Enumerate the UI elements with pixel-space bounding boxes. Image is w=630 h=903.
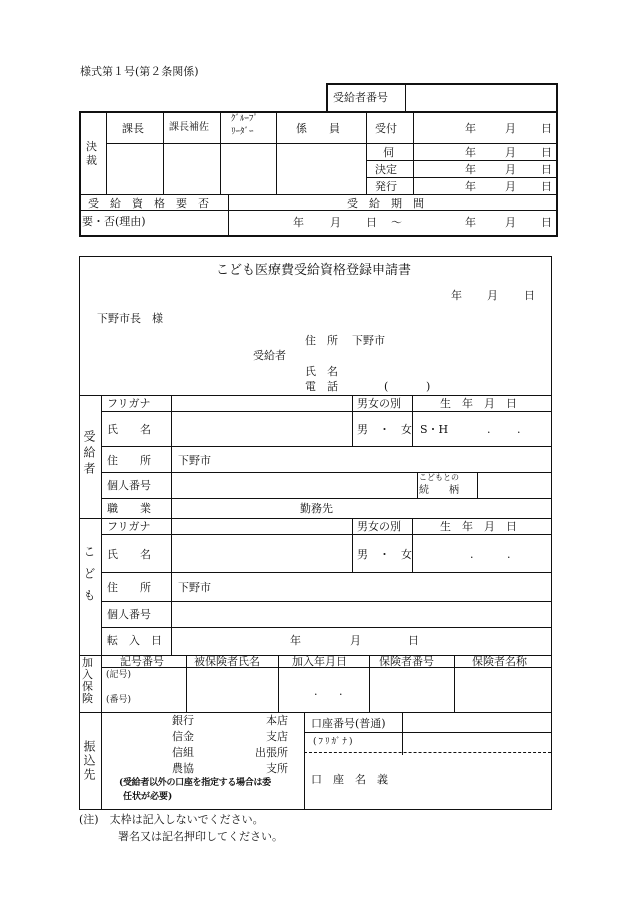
- child-personal-number-label: 個人番号: [107, 608, 151, 621]
- phone-paren-open: (: [384, 380, 389, 393]
- child-furigana-label: フリガナ: [107, 520, 151, 533]
- bank-type-shinkin[interactable]: 信金: [172, 730, 194, 743]
- note-line-1: (注) 太枠は記入しないでください。: [79, 813, 264, 826]
- applicant-label: 受給者: [253, 349, 286, 362]
- applicant-phone-label: 電 話: [305, 380, 338, 393]
- addressee: 下野市長 様: [97, 312, 163, 325]
- branch-type-head[interactable]: 本店: [266, 714, 288, 727]
- recipient-birth-label: 生 年 月 日: [440, 397, 517, 410]
- recipient-address-label: 住 所: [107, 454, 151, 467]
- insurance-col-insurer-number: 保険者番号: [379, 655, 434, 668]
- child-address-value: 下野市: [178, 581, 211, 594]
- move-in-day: 日: [408, 634, 419, 647]
- insurance-date-dot1: .: [314, 685, 318, 698]
- account-furigana-label: (ﾌﾘｶﾞﾅ): [313, 737, 355, 747]
- transfer-section-label: 振込先: [82, 740, 96, 782]
- recipient-birth-era[interactable]: S・H: [420, 423, 449, 436]
- account-number-label: 口座番号(普通): [311, 717, 386, 730]
- child-section-label: こども: [82, 545, 96, 611]
- insurance-section-label: 加入保険: [82, 656, 93, 705]
- recipient-address-value: 下野市: [178, 454, 211, 467]
- role-section-chief: 課長: [122, 122, 144, 135]
- recipient-furigana-label: フリガナ: [107, 397, 151, 410]
- insurance-col-insurer-name: 保険者名称: [472, 655, 527, 668]
- recipient-birth-dot2: .: [517, 423, 521, 436]
- note-line-2: 署名又は記名押印してください。: [118, 830, 283, 843]
- applicant-name-label: 氏 名: [305, 365, 338, 378]
- insurance-date-dot2: .: [339, 685, 343, 698]
- bank-type-nokyo[interactable]: 農協: [172, 762, 194, 775]
- role-group: ｸﾞﾙｰﾌﾟ: [231, 114, 259, 124]
- form-number: 様式第１号(第２条関係): [80, 65, 199, 78]
- child-birth-label: 生 年 月 日: [440, 520, 517, 533]
- account-name-label: 口 座 名 義: [311, 773, 388, 786]
- transfer-note-1: (受給者以外の口座を指定する場合は委: [119, 778, 271, 788]
- row-decision: 決定: [375, 163, 397, 176]
- recipient-personal-number-label: 個人番号: [107, 479, 151, 492]
- row-inquiry: 伺: [383, 146, 394, 159]
- child-address-label: 住 所: [107, 581, 151, 594]
- branch-type-branch[interactable]: 支店: [266, 730, 288, 743]
- insurance-col-join-date: 加入年月日: [292, 655, 347, 668]
- recipient-occupation-label: 職 業: [107, 502, 151, 515]
- bank-type-shinkumi[interactable]: 信組: [172, 746, 194, 759]
- eligibility-judgement: 要・否(理由): [82, 215, 146, 228]
- move-in-month: 月: [350, 634, 361, 647]
- role-staff: 係 員: [296, 122, 340, 135]
- relation-label-2: 続 柄: [419, 485, 459, 496]
- child-birth-dot1: .: [470, 548, 474, 561]
- eligibility-label: 受 給 資 格 要 否: [88, 197, 209, 210]
- child-move-in-label: 転 入 日: [107, 634, 162, 647]
- move-in-year: 年: [290, 634, 301, 647]
- role-deputy-chief: 課長補佐: [169, 122, 209, 133]
- child-sex-options[interactable]: 男 ・ 女: [357, 548, 412, 561]
- insurance-symbol: (記号): [106, 670, 132, 680]
- child-sex-label: 男女の別: [357, 520, 401, 533]
- recipient-sex-label: 男女の別: [357, 397, 401, 410]
- insurance-number: (番号): [106, 695, 132, 705]
- application-title: こども医療費受給資格登録申請書: [216, 263, 412, 278]
- recipient-workplace-label: 勤務先: [300, 502, 333, 515]
- recipient-birth-dot1: .: [487, 423, 491, 436]
- recipient-sex-options[interactable]: 男 ・ 女: [357, 423, 412, 436]
- role-leader: ﾘｰﾀﾞｰ: [231, 127, 254, 137]
- child-birth-dot2: .: [507, 548, 511, 561]
- recipient-section-label: 受給者: [82, 430, 96, 478]
- branch-type-outpost[interactable]: 出張所: [255, 746, 288, 759]
- recipient-name-label: 氏 名: [107, 423, 151, 436]
- recipient-number-label: 受給者番号: [333, 91, 388, 104]
- approval-label: 決裁: [86, 140, 97, 167]
- applicant-address-value: 下野市: [352, 334, 385, 347]
- row-reception: 受付: [375, 122, 397, 135]
- transfer-note-2: 任状が必要): [123, 792, 173, 802]
- branch-type-sub[interactable]: 支所: [266, 762, 288, 775]
- applicant-address-label: 住 所: [305, 334, 338, 347]
- bank-type-bank[interactable]: 銀行: [172, 714, 194, 727]
- insurance-col-symbol-number: 記号番号: [120, 655, 164, 668]
- application-date-day: 日: [524, 289, 535, 302]
- row-issue: 発行: [375, 180, 397, 193]
- relation-label-1: こどもとの: [419, 473, 459, 482]
- period-label: 受 給 期 間: [347, 197, 424, 210]
- child-name-label: 氏 名: [107, 548, 151, 561]
- application-date-month: 月: [487, 289, 498, 302]
- application-date-year: 年: [451, 289, 462, 302]
- phone-paren-close: ): [426, 380, 431, 393]
- insurance-col-insured-name: 被保険者氏名: [194, 655, 260, 668]
